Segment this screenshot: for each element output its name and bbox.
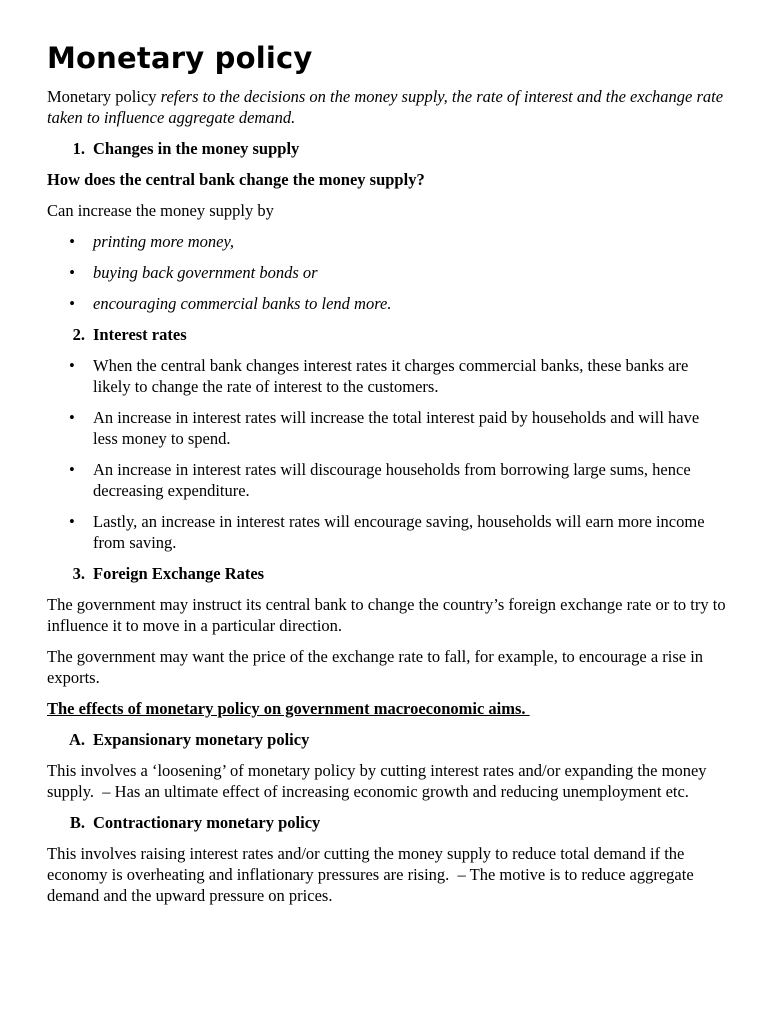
list-item: • buying back government bonds or xyxy=(69,263,318,282)
subsection-b-text: This involves raising interest rates and/or cutting the money supply to reduce total demand if the economy is overheating and inflationary pressures are rising. – The motive is to reduce aggregate demand and the upward pressure on prices. xyxy=(47,844,698,905)
subsection-b-title: Contractionary monetary policy xyxy=(93,813,321,832)
bullet-icon: • xyxy=(69,408,75,427)
money-supply-list xyxy=(47,231,727,314)
bullet-icon: • xyxy=(69,512,75,531)
subsection-a-text: This involves a ‘loosening’ of monetary policy by cutting interest rates and/or expanding the money supply. – Has an ultimate effect of increasing economic growth and reducing unemployment etc. xyxy=(47,761,711,801)
list-item: • When the central bank changes interest rates it charges commercial banks, these banks are likely to change the rate of interest to the customers. xyxy=(69,356,689,396)
section-2-title: Interest rates xyxy=(93,325,187,344)
section-3-paragraph-1: The government may instruct its central bank to change the country’s foreign exchange rate or to try to influence it to move in a particular direction. xyxy=(47,595,726,635)
section-3-heading xyxy=(47,563,727,584)
list-item: • An increase in interest rates will increase the total interest paid by households and will have less money to spend. xyxy=(69,408,700,448)
document-page xyxy=(47,40,727,916)
section-3-paragraph-2: The government may want the price of the exchange rate to fall, for example, to encourage a rise in exports. xyxy=(47,647,704,687)
section-1-lead: Can increase the money supply by xyxy=(47,201,274,220)
subsection-b-heading xyxy=(47,812,727,833)
list-item: • Lastly, an increase in interest rates will encourage saving, households will earn more income from saving. xyxy=(69,512,705,552)
interest-rates-list xyxy=(47,355,727,553)
section-3-title: Foreign Exchange Rates xyxy=(93,564,265,583)
section-1-title: Changes in the money supply xyxy=(93,139,300,158)
bullet-icon: • xyxy=(69,460,75,479)
page-title: Monetary policy xyxy=(47,41,313,75)
intro-rest: refers to the decisions on the money supply, the rate of interest and the exchange rate taken to influence aggregate demand. xyxy=(47,87,724,127)
bullet-icon: • xyxy=(69,232,75,251)
list-item: • An increase in interest rates will discourage households from borrowing large sums, hence decreasing expenditure. xyxy=(69,460,691,500)
bullet-icon: • xyxy=(69,263,75,282)
section-1-number: 1. xyxy=(72,139,85,158)
intro-paragraph xyxy=(47,86,727,128)
bullet-icon: • xyxy=(69,356,75,375)
subsection-a-letter: A. xyxy=(68,730,85,749)
section-1-question: How does the central bank change the money supply? xyxy=(47,170,425,189)
section-3-number: 3. xyxy=(72,564,85,583)
intro-lead: Monetary policy xyxy=(47,87,161,106)
list-item: • printing more money, xyxy=(69,232,234,251)
list-item: • encouraging commercial banks to lend more. xyxy=(69,294,392,313)
section-2-number: 2. xyxy=(72,325,85,344)
section-2-heading xyxy=(47,324,727,345)
subsection-a-heading xyxy=(47,729,727,750)
effects-heading: The effects of monetary policy on government macroeconomic aims. xyxy=(47,699,530,718)
section-1-heading xyxy=(47,138,727,159)
subsection-a-title: Expansionary monetary policy xyxy=(93,730,310,749)
bullet-icon: • xyxy=(69,294,75,313)
subsection-b-letter: B. xyxy=(69,813,85,832)
